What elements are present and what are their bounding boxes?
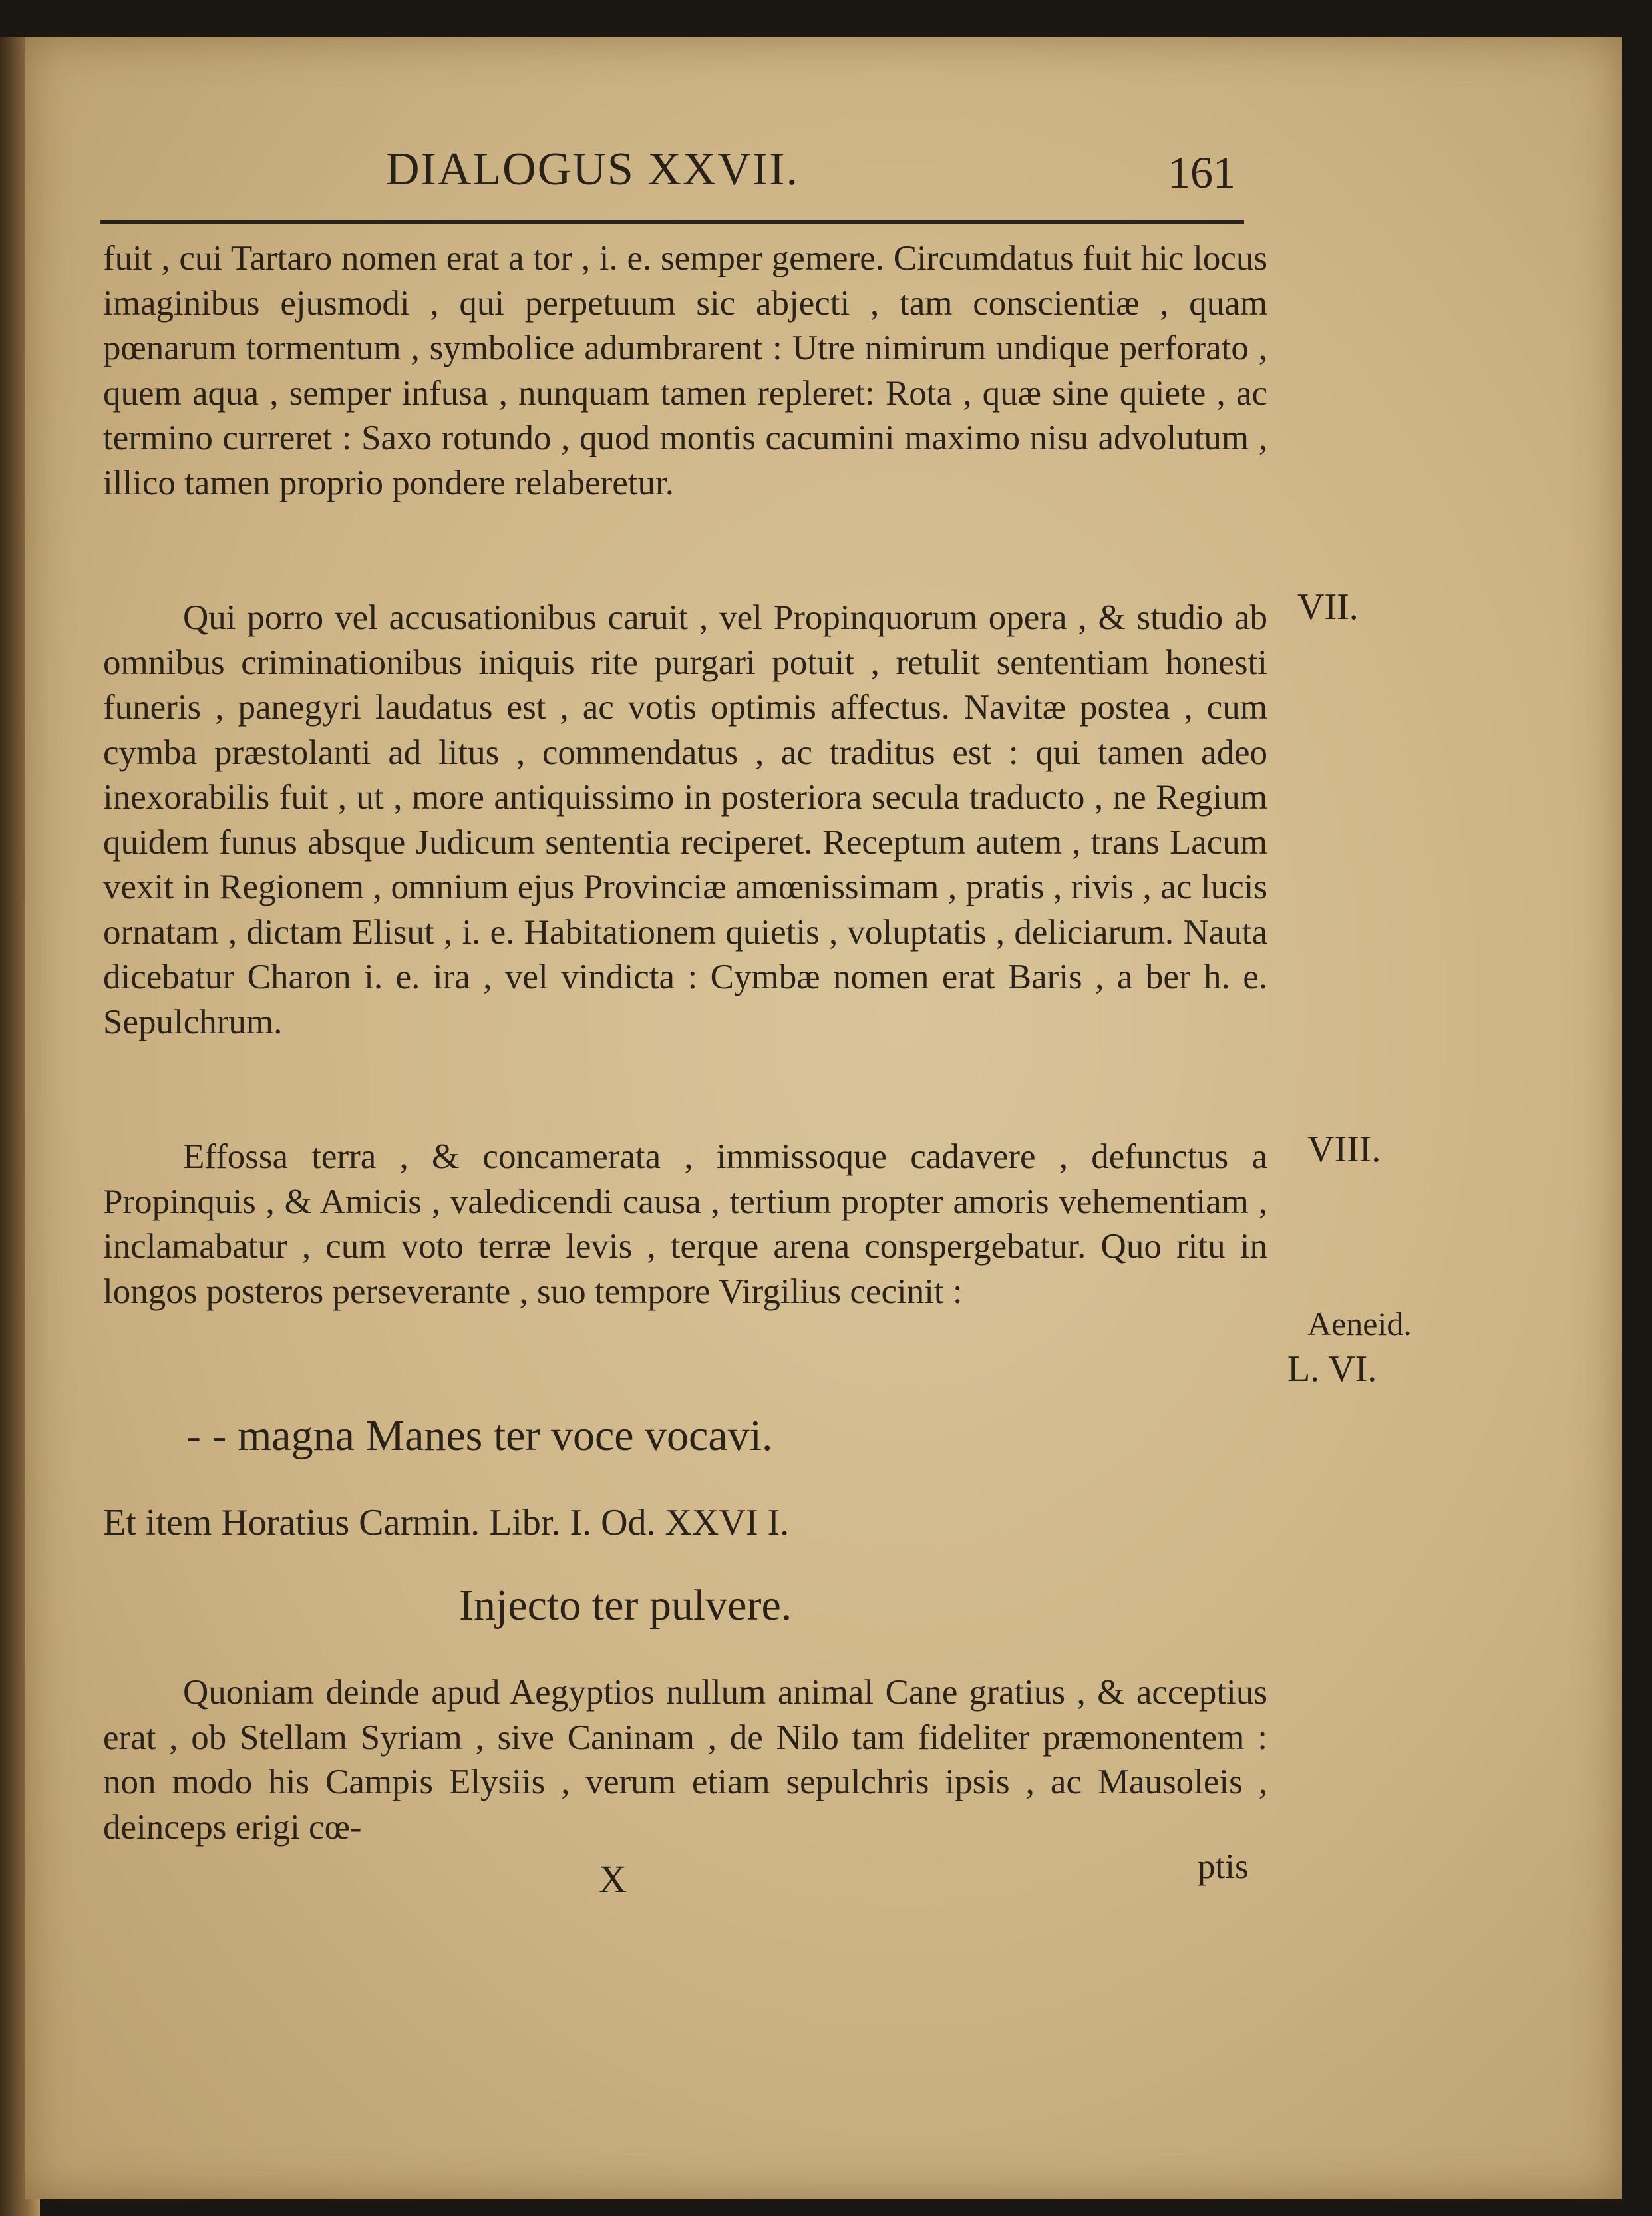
verse-quote-horace: Injecto ter pulvere. <box>459 1581 792 1630</box>
header-rule <box>100 220 1244 224</box>
paragraph-3: Effossa terra , & concamerata , immissoque cadavere , defunctus a Propinquis , & Amicis , valedicendi causa , tertium propter amoris vehementiam , inclamabatur , cum voto terræ levis , terque arena conspergebatur. Quo ritu in longos posteros perseverante , suo tempore Virgilius cecinit : <box>103 1137 1267 1311</box>
margin-note-lvi: L. VI. <box>1287 1348 1377 1389</box>
running-header: DIALOGUS XXVII. <box>386 144 800 195</box>
paragraph-1: fuit , cui Tartaro nomen erat a tor , i. e. semper gemere. Circumdatus fuit hic locus imaginibus ejusmodi , qui perpetuum sic abjecti , tam conscientiæ , quam pœnarum tormentum , symbolice adumbrarent : Utre nimirum undique perforato , quem aqua , semper infusa , nunquam tamen repleret: Rota , quæ sine quiete , ac termino curreret : Saxo rotundo , quod montis cacumini maximo nisu advolutum , illico tamen proprio pondere relaberetur. <box>103 239 1267 502</box>
catchword: ptis <box>1198 1847 1249 1886</box>
margin-note-viii: VIII. <box>1307 1129 1381 1170</box>
paragraph-2: Qui porro vel accusationibus caruit , vel Propinquorum opera , & studio ab omnibus criminationibus iniquis rite purgari potuit , retulit sententiam honesti funeris , panegyri laudatus est , ac votis optimis affectus. Navitæ postea , cum cymba præstolanti ad litus , commendatus , ac traditus est : qui tamen adeo inexorabilis fuit , ut , more antiquissimo in posteriora secula traducto , ne Regium quidem funus absque Judicum sententia reciperet. Receptum autem , trans Lacum vexit in Regionem , omnium ejus Provinciæ amœnissimam , pratis , rivis , ac lucis ornatam , dictam Elisut , i. e. Habitationem quietis , voluptatis , deliciarum. Nauta dicebatur Charon i. e. ira , vel vindicta : Cymbæ nomen erat Baris , a ber h. e. Sepulchrum. <box>103 598 1267 1041</box>
paragraph-5: Quoniam deinde apud Aegyptios nullum animal Cane gratius , & acceptius erat , ob Stellam Syriam , sive Caninam , de Nilo tam fideliter præmonentem : non modo his Campis Elysiis , verum etiam sepulchris ipsis , ac Mausoleis , deinceps erigi cœ- <box>103 1673 1267 1847</box>
paragraph-4: Et item Horatius Carmin. Libr. I. Od. XXVI I. <box>103 1502 790 1543</box>
verse-quote-virgil: - - magna Manes ter voce vocavi. <box>186 1411 773 1460</box>
page-number: 161 <box>1168 147 1236 198</box>
signature-mark: X <box>599 1857 627 1901</box>
margin-note-vii: VII. <box>1297 586 1359 628</box>
margin-note-aeneid: Aeneid. <box>1307 1305 1412 1342</box>
